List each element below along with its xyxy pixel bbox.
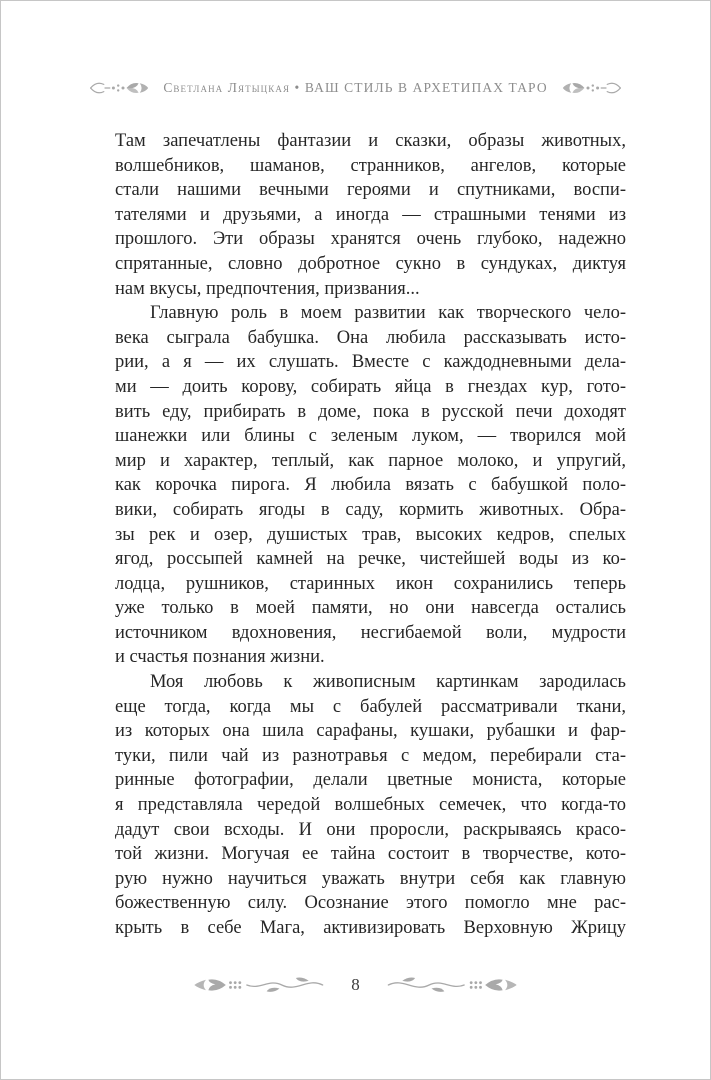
text-line: вить еду, прибирать в доме, пока в русской печи доходят bbox=[115, 401, 626, 422]
text-line: лодца, рушников, старинных икон сохранились теперь bbox=[115, 573, 626, 594]
text-line: шанежки или блины с зеленым луком, — творился мой bbox=[115, 426, 626, 447]
text-line: ринные фотографии, делали цветные мониста, которые bbox=[115, 770, 626, 791]
text-line: Моя любовь к живописным картинкам зародилась bbox=[150, 672, 626, 693]
header-ornament-right-icon bbox=[558, 79, 624, 97]
paragraph bbox=[115, 129, 626, 301]
text-line: из которых она шила сарафаны, кушаки, рубашки и фар- bbox=[115, 721, 626, 742]
body-text bbox=[115, 129, 626, 941]
text-line: рии, а я — их слушать. Вместе с каждодневными дела- bbox=[115, 352, 626, 373]
text-line: источником вдохновения, несгибаемой воли, мудрости bbox=[115, 622, 626, 643]
text-line: ми — доить корову, собирать яйца в гнездах кур, гото- bbox=[115, 376, 626, 397]
footer-ornament-right-icon bbox=[386, 975, 526, 995]
text-line: зы рек и озер, душистых трав, высоких кедров, спелых bbox=[115, 524, 626, 545]
paragraph bbox=[115, 301, 626, 670]
text-line: нам вкусы, предпочтения, призвания... bbox=[115, 278, 420, 299]
text-line: Главную роль в моем развитии как творческого чело- bbox=[150, 303, 626, 324]
text-line: вики, собирать ягоды в саду, кормить животных. Обра- bbox=[115, 499, 626, 520]
text-line: века сыграла бабушка. Она любила рассказывать исто- bbox=[115, 327, 626, 348]
text-line: той жизни. Могучая ее тайна состоит в творчестве, кото- bbox=[115, 844, 626, 865]
paragraph bbox=[115, 670, 626, 941]
text-line: прошлого. Эти образы хранятся очень глубоко, надежно bbox=[115, 229, 626, 250]
page-footer bbox=[1, 975, 710, 995]
text-line: туки, пили чай из разнотравья с медом, перебирали ста- bbox=[115, 745, 626, 766]
text-line: мир и характер, теплый, как парное молоко, и упругий, bbox=[115, 450, 626, 471]
text-line: рую нужно научиться уважать внутри себя как главную bbox=[115, 868, 626, 889]
text-line: Там запечатлены фантазии и сказки, образы животных, bbox=[115, 131, 626, 151]
text-line: крыть в себе Мага, активизировать Верховную Жрицу bbox=[115, 918, 626, 938]
text-line: уже только в моей памяти, но они навсегда остались bbox=[115, 598, 626, 619]
header-ornament-left-icon bbox=[87, 79, 153, 97]
page-number: 8 bbox=[351, 975, 360, 994]
text-line: еще тогда, когда мы с бабулей рассматривали ткани, bbox=[115, 696, 626, 717]
text-line: тателями и друзьями, а иногда — страшными тенями из bbox=[115, 204, 626, 225]
text-line: волшебников, шаманов, странников, ангелов, которые bbox=[115, 155, 626, 176]
text-line: ягод, россыпей камней на речке, чистейшей воды из ко- bbox=[115, 549, 626, 570]
header-title: Светлана Лятыцкая • ВАШ СТИЛЬ В АРХЕТИПАХ ТАРО bbox=[163, 80, 548, 95]
footer-ornament-left-icon bbox=[185, 975, 325, 995]
running-header bbox=[1, 79, 710, 97]
text-line: божественную силу. Осознание этого помогло мне рас- bbox=[115, 893, 626, 914]
text-line: спрятанные, словно добротное сукно в сундуках, диктуя bbox=[115, 253, 626, 274]
text-line: я представляла чередой волшебных семечек, что когда-то bbox=[115, 795, 626, 816]
text-line: как корочка пирога. Я любила вязать с бабушкой поло- bbox=[115, 475, 626, 496]
text-line: дадут свои всходы. И они проросли, раскрываясь красо- bbox=[115, 819, 626, 840]
text-line: стали нашими вечными героями и спутниками, воспи- bbox=[115, 180, 626, 201]
text-line: и счастья познания жизни. bbox=[115, 647, 325, 668]
